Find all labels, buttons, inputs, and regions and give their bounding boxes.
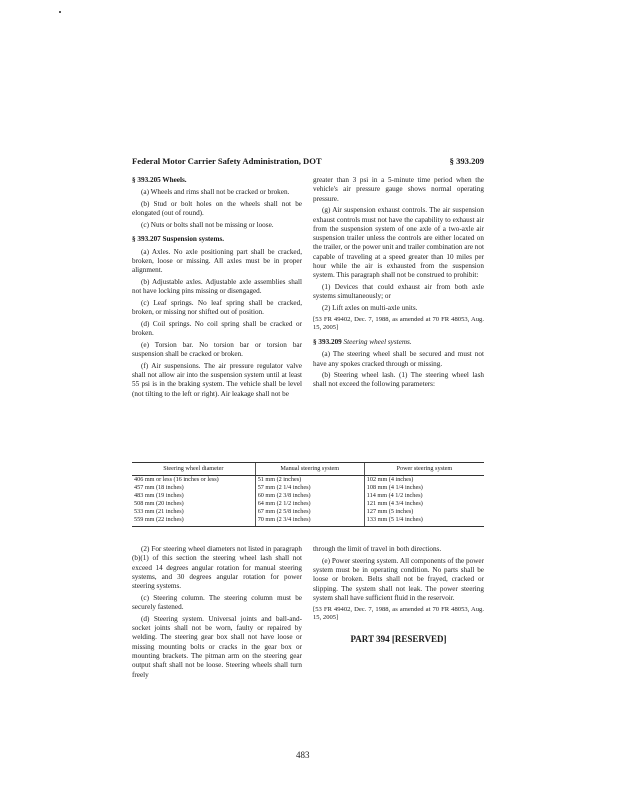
paragraph: greater than 3 psi in a 5-minute time period when the vehicle's air pressure gauge shows normal operating pressure. xyxy=(313,176,484,203)
section-number: § 393.205 xyxy=(132,176,161,184)
section-heading-393-207 xyxy=(132,235,302,244)
table-header-row xyxy=(132,463,484,476)
section-heading-393-205 xyxy=(132,176,302,185)
paragraph: (b) Steering wheel lash. (1) The steering wheel lash shall not exceed the following parameters: xyxy=(313,371,484,389)
citation: [53 FR 49402, Dec. 7, 1988, as amended at 70 FR 48053, Aug. 15, 2005] xyxy=(313,315,484,332)
paragraph: (a) Axles. No axle positioning part shall be cracked, broken, loose or missing. All axles must be in proper alignment. xyxy=(132,247,302,275)
column-lower-left xyxy=(132,545,302,682)
paragraph: (b) Adjustable axles. Adjustable axle assemblies shall not have locking pins missing or disengaged. xyxy=(132,277,302,296)
table-cell: 67 mm (2 5/8 inches) xyxy=(255,508,364,516)
header-agency: Federal Motor Carrier Safety Administration, DOT xyxy=(132,156,322,166)
section-number: § 393.209 xyxy=(313,337,342,346)
paragraph: (c) Leaf springs. No leaf spring shall be cracked, broken, or missing nor shifted out of position. xyxy=(132,298,302,317)
paragraph: through the limit of travel in both directions. xyxy=(313,545,442,553)
table-cell: 121 mm (4 3/4 inches) xyxy=(364,500,484,508)
table-cell: 70 mm (2 3/4 inches) xyxy=(255,516,364,527)
table-cell: 57 mm (2 1/4 inches) xyxy=(255,484,364,492)
table-cell: 51 mm (2 inches) xyxy=(255,476,364,485)
table-cell: 508 mm (20 inches) xyxy=(134,500,184,507)
table-cell: 457 mm (18 inches) xyxy=(134,484,184,491)
table-row xyxy=(132,476,484,485)
table-cell: 533 mm (21 inches) xyxy=(134,508,184,515)
paragraph: (e) Torsion bar. No torsion bar or torsion bar suspension shall be cracked or broken. xyxy=(132,340,302,359)
table-row xyxy=(132,492,484,500)
paragraph: (1) Devices that could exhaust air from both axle systems simultaneously; or xyxy=(313,283,484,301)
paragraph: (g) Air suspension exhaust controls. The air suspension exhaust controls must not have the capability to exhaust air from the suspension system of one axle of a two-axle air suspension trailer unless the controls are either located on the trailer, or the power unit and trailer combination are not capable of traveling at a speed greater than 10 miles per hour while the air is exhausted from the suspension system. This paragraph shall not be construed to prohibit: xyxy=(313,206,484,280)
paragraph: (2) For steering wheel diameters not listed in paragraph (b)(1) of this section the steering wheel lash shall not exceed 14 degrees angular rotation for manual steering systems, and 30 degrees angular rotation for power steering systems. xyxy=(132,545,302,591)
paragraph: (a) Wheels and rims shall not be cracked or broken. xyxy=(141,188,290,197)
part-title: PART 394 [RESERVED] xyxy=(350,633,447,644)
table-cell: 114 mm (4 1/2 inches) xyxy=(364,492,484,500)
paragraph: (d) Steering system. Universal joints and ball-and-socket joints shall not be worn, faulty or repaired by welding. The steering gear box shall not have loose or missing mounting bolts or cracks in the gear box or mounting brackets. The pitman arm on the steering gear output shaft shall not be loose. Steering wheels shall turn freely xyxy=(132,614,302,679)
table-header: Power steering system xyxy=(364,463,484,476)
section-number: § 393.207 xyxy=(132,235,161,244)
column-upper-left xyxy=(132,176,302,401)
page-number: 483 xyxy=(296,750,310,760)
table-cell: 483 mm (19 inches) xyxy=(134,492,184,499)
column-lower-right xyxy=(313,545,484,646)
table-cell: 102 mm (4 inches) xyxy=(364,476,484,485)
table-row xyxy=(132,484,484,492)
citation: [53 FR 49402, Dec. 7, 1988, as amended at 70 FR 48053, Aug. 15, 2005] xyxy=(313,605,484,622)
column-upper-right xyxy=(313,176,484,392)
section-title: Steering wheel systems. xyxy=(343,337,412,346)
scan-speck xyxy=(59,11,61,13)
table-cell: 406 mm or less (16 inches or less) xyxy=(134,476,219,483)
table-cell: 133 mm (5 1/4 inches) xyxy=(364,516,484,527)
paragraph: (c) Nuts or bolts shall not be missing or loose. xyxy=(141,220,274,229)
paragraph: (f) Air suspensions. The air pressure regulator valve shall not allow air into the suspension system until at least 55 psi is in the braking system. The vehicle shall be level (not tilting to the left or right). Air leakage shall not be xyxy=(132,361,302,398)
table-cell: 127 mm (5 inches) xyxy=(364,508,484,516)
section-title: Wheels. xyxy=(162,176,187,184)
section-heading-393-209 xyxy=(313,338,484,347)
running-header xyxy=(132,156,484,168)
steering-lash-table xyxy=(132,462,484,527)
table-header: Steering wheel diameter xyxy=(132,463,255,476)
table-row xyxy=(132,500,484,508)
table-cell: 559 mm (22 inches) xyxy=(132,516,255,527)
paragraph: (e) Power steering system. All components of the power system must be in operating condition. No parts shall be loose or broken. Belts shall not be frayed, cracked or slipping. The system shall not leak. The power steering system shall have sufficient fluid in the reservoir. xyxy=(313,556,484,602)
paragraph: (2) Lift axles on multi-axle units. xyxy=(322,304,418,313)
table-row xyxy=(132,516,484,527)
table-row xyxy=(132,508,484,516)
paragraph: (c) Steering column. The steering column must be securely fastened. xyxy=(132,593,302,612)
paragraph: (d) Coil springs. No coil spring shall be cracked or broken. xyxy=(132,319,302,338)
section-title: Suspension systems. xyxy=(162,235,225,244)
table-cell: 64 mm (2 1/2 inches) xyxy=(255,500,364,508)
paragraph: (b) Stud or bolt holes on the wheels shall not be elongated (out of round). xyxy=(132,199,302,218)
header-section: § 393.209 xyxy=(449,156,484,166)
paragraph: (a) The steering wheel shall be secured and must not have any spokes cracked through or missing. xyxy=(313,350,484,368)
table-cell: 60 mm (2 3/8 inches) xyxy=(255,492,364,500)
table-header: Manual steering system xyxy=(255,463,364,476)
table-cell: 108 mm (4 1/4 inches) xyxy=(364,484,484,492)
